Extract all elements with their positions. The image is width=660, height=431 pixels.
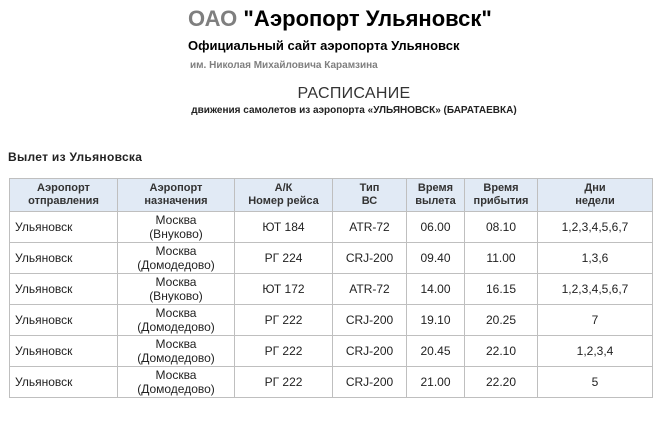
cell-aircraft: ATR-72 bbox=[333, 274, 407, 305]
schedule-title-block bbox=[0, 85, 660, 116]
table-row bbox=[10, 212, 653, 243]
col-header-days: Дни недели bbox=[538, 179, 653, 212]
cell-departure: 14.00 bbox=[407, 274, 465, 305]
cell-departure: 06.00 bbox=[407, 212, 465, 243]
cell-origin: Ульяновск bbox=[10, 274, 118, 305]
site-named-after: им. Николая Михайловича Карамзина bbox=[190, 60, 378, 71]
cell-flight: ЮТ 172 bbox=[235, 274, 333, 305]
cell-departure: 19.10 bbox=[407, 305, 465, 336]
cell-aircraft: CRJ-200 bbox=[333, 305, 407, 336]
site-title bbox=[188, 6, 492, 32]
cell-flight: РГ 224 bbox=[235, 243, 333, 274]
cell-days: 7 bbox=[538, 305, 653, 336]
cell-destination: Москва (Домодедово) bbox=[118, 243, 235, 274]
cell-days: 5 bbox=[538, 367, 653, 398]
cell-arrival: 08.10 bbox=[465, 212, 538, 243]
cell-origin: Ульяновск bbox=[10, 367, 118, 398]
site-title-prefix: ОАО bbox=[188, 6, 238, 31]
departures-table bbox=[9, 178, 653, 398]
cell-destination: Москва (Внуково) bbox=[118, 212, 235, 243]
cell-departure: 09.40 bbox=[407, 243, 465, 274]
cell-departure: 21.00 bbox=[407, 367, 465, 398]
cell-origin: Ульяновск bbox=[10, 336, 118, 367]
col-header-origin: Аэропорт отправления bbox=[10, 179, 118, 212]
cell-origin: Ульяновск bbox=[10, 212, 118, 243]
schedule-subheading: движения самолетов из аэропорта «УЛЬЯНОВСК» (БАРАТАЕВКА) bbox=[191, 105, 517, 116]
site-subtitle: Официальный сайт аэропорта Ульяновск bbox=[188, 38, 460, 53]
cell-flight: РГ 222 bbox=[235, 305, 333, 336]
table-row bbox=[10, 305, 653, 336]
col-header-aircraft: Тип ВС bbox=[333, 179, 407, 212]
table-row bbox=[10, 336, 653, 367]
cell-aircraft: CRJ-200 bbox=[333, 243, 407, 274]
table-row bbox=[10, 274, 653, 305]
cell-days: 1,3,6 bbox=[538, 243, 653, 274]
cell-days: 1,2,3,4,5,6,7 bbox=[538, 274, 653, 305]
table-header-row bbox=[10, 179, 653, 212]
cell-aircraft: CRJ-200 bbox=[333, 336, 407, 367]
cell-days: 1,2,3,4 bbox=[538, 336, 653, 367]
cell-aircraft: ATR-72 bbox=[333, 212, 407, 243]
cell-arrival: 22.10 bbox=[465, 336, 538, 367]
cell-destination: Москва (Домодедово) bbox=[118, 367, 235, 398]
col-header-departure: Время вылета bbox=[407, 179, 465, 212]
cell-flight: ЮТ 184 bbox=[235, 212, 333, 243]
cell-aircraft: CRJ-200 bbox=[333, 367, 407, 398]
cell-arrival: 22.20 bbox=[465, 367, 538, 398]
col-header-destination: Аэропорт назначения bbox=[118, 179, 235, 212]
table-row bbox=[10, 367, 653, 398]
cell-arrival: 16.15 bbox=[465, 274, 538, 305]
cell-destination: Москва (Внуково) bbox=[118, 274, 235, 305]
cell-departure: 20.45 bbox=[407, 336, 465, 367]
cell-flight: РГ 222 bbox=[235, 367, 333, 398]
schedule-heading: РАСПИСАНИЕ bbox=[297, 85, 411, 102]
cell-flight: РГ 222 bbox=[235, 336, 333, 367]
cell-destination: Москва (Домодедово) bbox=[118, 305, 235, 336]
site-header bbox=[188, 6, 492, 71]
cell-origin: Ульяновск bbox=[10, 305, 118, 336]
cell-arrival: 11.00 bbox=[465, 243, 538, 274]
cell-days: 1,2,3,4,5,6,7 bbox=[538, 212, 653, 243]
col-header-arrival: Время прибытия bbox=[465, 179, 538, 212]
col-header-flight: А/К Номер рейса bbox=[235, 179, 333, 212]
cell-arrival: 20.25 bbox=[465, 305, 538, 336]
cell-destination: Москва (Домодедово) bbox=[118, 336, 235, 367]
site-title-main: "Аэропорт Ульяновск" bbox=[243, 6, 492, 31]
section-title: Вылет из Ульяновска bbox=[8, 150, 143, 164]
cell-origin: Ульяновск bbox=[10, 243, 118, 274]
table-row bbox=[10, 243, 653, 274]
